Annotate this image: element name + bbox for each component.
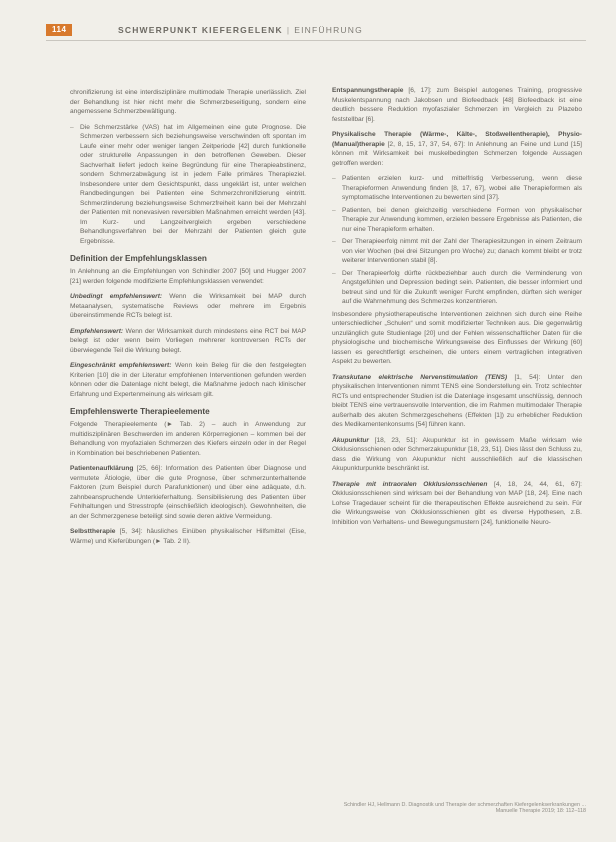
class-1-text: Wenn die Wirksamkeit bei MAP durch Metaanalysen, systematische Reviews oder mehrere im Ergebnis übereinstimmende RCTs belegt ist. [70,293,307,319]
heading-recommendation-classes: Definition der Empfehlungsklassen [70,254,207,263]
paragraph-tens [332,373,582,430]
tens-text: [1, 54]: Unter den physikalischen Interventionen nimmt TENS eine Sonderstellung ein. Trotz schlechter RCTs und entsprechender Studien ist die Datenlage insgesamt unschlüssig, dennoch bleibt TENS eine vertrauensvolle Intervention, die im Rahmen multimodaler Therapie außerhalb des akuten Schmerzgeschehens (Effekten [1]) zu erheblicher Reduktion des Medikamentenkonsums [54] führen kann. [332,373,582,428]
self-therapy-term: Selbsttherapie [70,528,116,535]
acupuncture-text: [18, 23, 51]: Akupunktur ist in gewissem Maße wirksam wie Okklusionsschienen oder Schmerzakupunktur [18, 23, 51]. Dies lässt den Schluss zu, dass die Wirkung von Akupunktur nicht ausschließlich auf die klassischen Akupunkturpunkte beschränkt ist. [332,436,582,472]
header-section: SCHWERPUNKT KIEFERGELENK [118,25,283,35]
relaxation-term: Entspannungstherapie [332,87,404,94]
paragraph-class-2 [70,327,306,356]
patient-education-text: [25, 66]: Information des Patienten über Diagnose und vermutete Ätiologie, über die gute Prognose, über schmerzunterhaltende Faktoren (zum Beispiel durch Parafunktionen) und über eine adäquate, d.h. zahnbeanspruchende Unterkieferhaltung. Sensibilisierung des Patienten über Fehlhaltungen und Stresstropfe (einschließlich ideologisch). Gewohnheiten, die an der Schmerzgenese beteiligt sind sowie deren aktive Vermeidung. [70,465,306,520]
bullet-pain-prognosis: – Die Schmerzstärke (VAS) hat im Allgemeinen eine gute Prognose. Die Schmerzen verbessern sich beziehungsweise verschwinden oft spontan im Laufe einer mehr oder weniger langen Zeitperiode [42] durch funktionelle oder strukturelle Anpassungen in den betroffenen Geweben. Dieser Sachverhalt liefert jedoch keine Begründung für eine Therapieabstinenz, sondern Schmerzabwägung ist in jedem Falle primäres Therapieziel. Insbesondere unter dem Gesichtspunkt, dass ungeklärt ist, unter welchen Randbedingungen bei Patienten eine Schmerzchronifizierung eintritt. Schmerzlinderung beziehungsweise Schmerzfreiheit kann bei der Mehrzahl der Patienten mit nonevasiven reversiblen Maßnahmen erreicht werden [43]. Im Kurz- und Langzeitvergleich ergeben verschiedene Behandlungsverfahren bei der Mehrzahl der Patienten gleich gute Ergebnisse. [70,123,306,247]
acupuncture-term: Akupunktur [332,436,369,444]
self-therapy-text: [5, 34]: häusliches Einüben physikalischer Hilfsmittel (Eise, Wärme) und Kieferübungen (► Tab. 2 II). [70,528,306,545]
bullet-pt-1: – Patienten erzielen kurz- und mittelfristig Verbesserung, wenn diese Therapieformen Anwendung finden [8, 17, 67], wobei alle Therapieformen als symptomatische Interventionen zu bewerten sind [37]. [332,174,582,203]
paragraph-patient-education [70,464,306,521]
patient-education-term: Patientenaufklärung [70,465,134,472]
physical-therapy-term: Physikalische Therapie (Wärme-, Kälte-, Stoßwellentherapie), Physio-(Manual)therapie [332,131,582,148]
paragraph-therapy-elements: Folgende Therapieelemente (► Tab. 2) – auch in Anwendung zur multidisziplinären Beschwerden im anderen Körperregionen – kommen bei der Behandlung von myofazialen Schmerzen des Kiefers einzeln oder in der Regel in Kombination bei beschriebenen Patienten. [70,421,306,457]
relaxation-text: [6, 17]: zum Beispiel autogenes Training, progressive Muskelentspannung nach Jakobsen und Biofeedback [48] Biofeedback ist eine deutlich bessere Reduktion myofaszialer Schmerzen im Vergleich zu Plazebo feststellbar [6]. [332,87,582,123]
class-3-term: Eingeschränkt empfehlenswert: [70,362,172,369]
paragraph-class-1 [70,292,306,321]
class-1-term: Unbedingt empfehlenswert: [70,293,163,300]
physical-therapy-text: [2, 8, 15, 17, 37, 54, 67]: In Anlehnung an Feine und Lund [15] können mit Wirksamkeit bei muskelbedingten Schmerzen folgende Aussagen getroffen werden: [332,140,582,167]
class-2-term: Empfehlenswert: [70,327,124,335]
header-subsection: EINFÜHRUNG [294,25,363,35]
bullet-pt-4: – Der Therapieerfolg dürfte rückbeziehbar auch durch die Verminderung von Angstgefühlen und Depression bedingt sein. Patienten, die besser informiert und betreut sind und für die Zukunft weniger Furcht empfinden, dürften sich weniger auf die Wahrnehmung des Schmerzes konzentrieren. [332,269,582,307]
left-column [70,88,306,552]
paragraph-acupuncture [332,436,582,474]
paragraph-relaxation [332,86,582,124]
paragraph-intro: chronifizierung ist eine interdisziplinäre multimodale Therapie unerlässlich. Ziel der Behandlung ist hier nicht mehr die Schmerzbeseitigung, sondern eine angemessene Schmerzbewältigung. [70,89,306,115]
occlusal-splints-term: Therapie mit intraoralen Okklusionsschienen [332,480,488,488]
heading-therapy-elements: Empfehlenswerte Therapieelemente [70,407,210,416]
paragraph-class-3 [70,361,306,399]
paragraph-definition: In Anlehnung an die Empfehlungen von Schindler 2007 [50] und Hugger 2007 [21] werden folgende modifizierte Empfehlungsklassen verwendet: [70,268,306,285]
paragraph-occlusal-splints [332,480,582,528]
header-separator: | [286,25,291,35]
class-2-text: Wenn der Wirksamkeit durch mindestens eine RCT bei MAP belegt ist oder wenn beim Vorliegen mehrerer kontroversen RCTs der überwiegende Teil die Wirkung belegt. [70,327,306,354]
bullet-pt-2: – Patienten, bei denen gleichzeitig verschiedene Formen von physikalischer Therapie zur Anwendung kommen, erzielen bessere Ergebnisse als Patienten, die nur eine Therapieform erhalten. [332,206,582,235]
header-title [118,25,363,35]
bullet-pt-3: – Der Therapieerfolg nimmt mit der Zahl der Therapiesitzungen in einem Zeitraum von vier Wochen (bei drei Sitzungen pro Woche) zu; danach kommt bleibt er trotz weiterer Interventionen stabil [8]. [332,237,582,266]
citation-footer: Schindler HJ, Hellmann D. Diagnostik und Therapie der schmerzhaften Kiefergelenkserkrankungen ... Manuelle Therapie 2019; 18: 112–118 [343,802,586,814]
occlusal-splints-text: [4, 18, 24, 44, 61, 67]: Okklusionsschienen sind wirksam bei der Behandlung von MAP [18, 24]. Eine nach Lohse Tragedauer scheint für die therapeutischen Effekte ausreichend zu sein. Für die Wirkungsweise von Okklusionsschienen gibt es diverse Hypothesen, z.B. Inhibition von Verhaltens- und Bewegungsmustern [24], funktionelle Neuro- [332,480,582,526]
page-number-badge: 114 [46,24,72,36]
paragraph-physiotherapy-schools: Insbesondere physiotherapeutische Interventionen zeichnen sich durch eine Reihe unterschiedlicher „Schulen“ und somit modifizierter Techniken aus. Die gegenwärtig unzulänglich gute Studienlage [20] und der Fehlen wissenschaftlicher Daten für die physiologische und biochemische Wirkungsweise des Einflusses der Wirkung [60] lassen es gerechtfertigt erscheinen, die unters einem vertraglichen integrativen Aspekt zu bewerten. [332,310,582,365]
paragraph-physical-therapy [332,130,582,168]
right-column [332,86,582,533]
tens-term: Transkutane elektrische Nervenstimulation (TENS) [332,373,508,381]
paragraph-self-therapy [70,527,306,546]
class-3-text: Wenn kein Beleg für die den festgelegten Kriterien [10] die in der Literatur empfohlenen Interventionen gefunden werden können oder die Datenlage nicht belegt, die Maßnahme jedoch nach klinischer Erfahrung und Expertenmeinung als wirksam gilt. [70,362,306,398]
running-header [46,24,586,41]
